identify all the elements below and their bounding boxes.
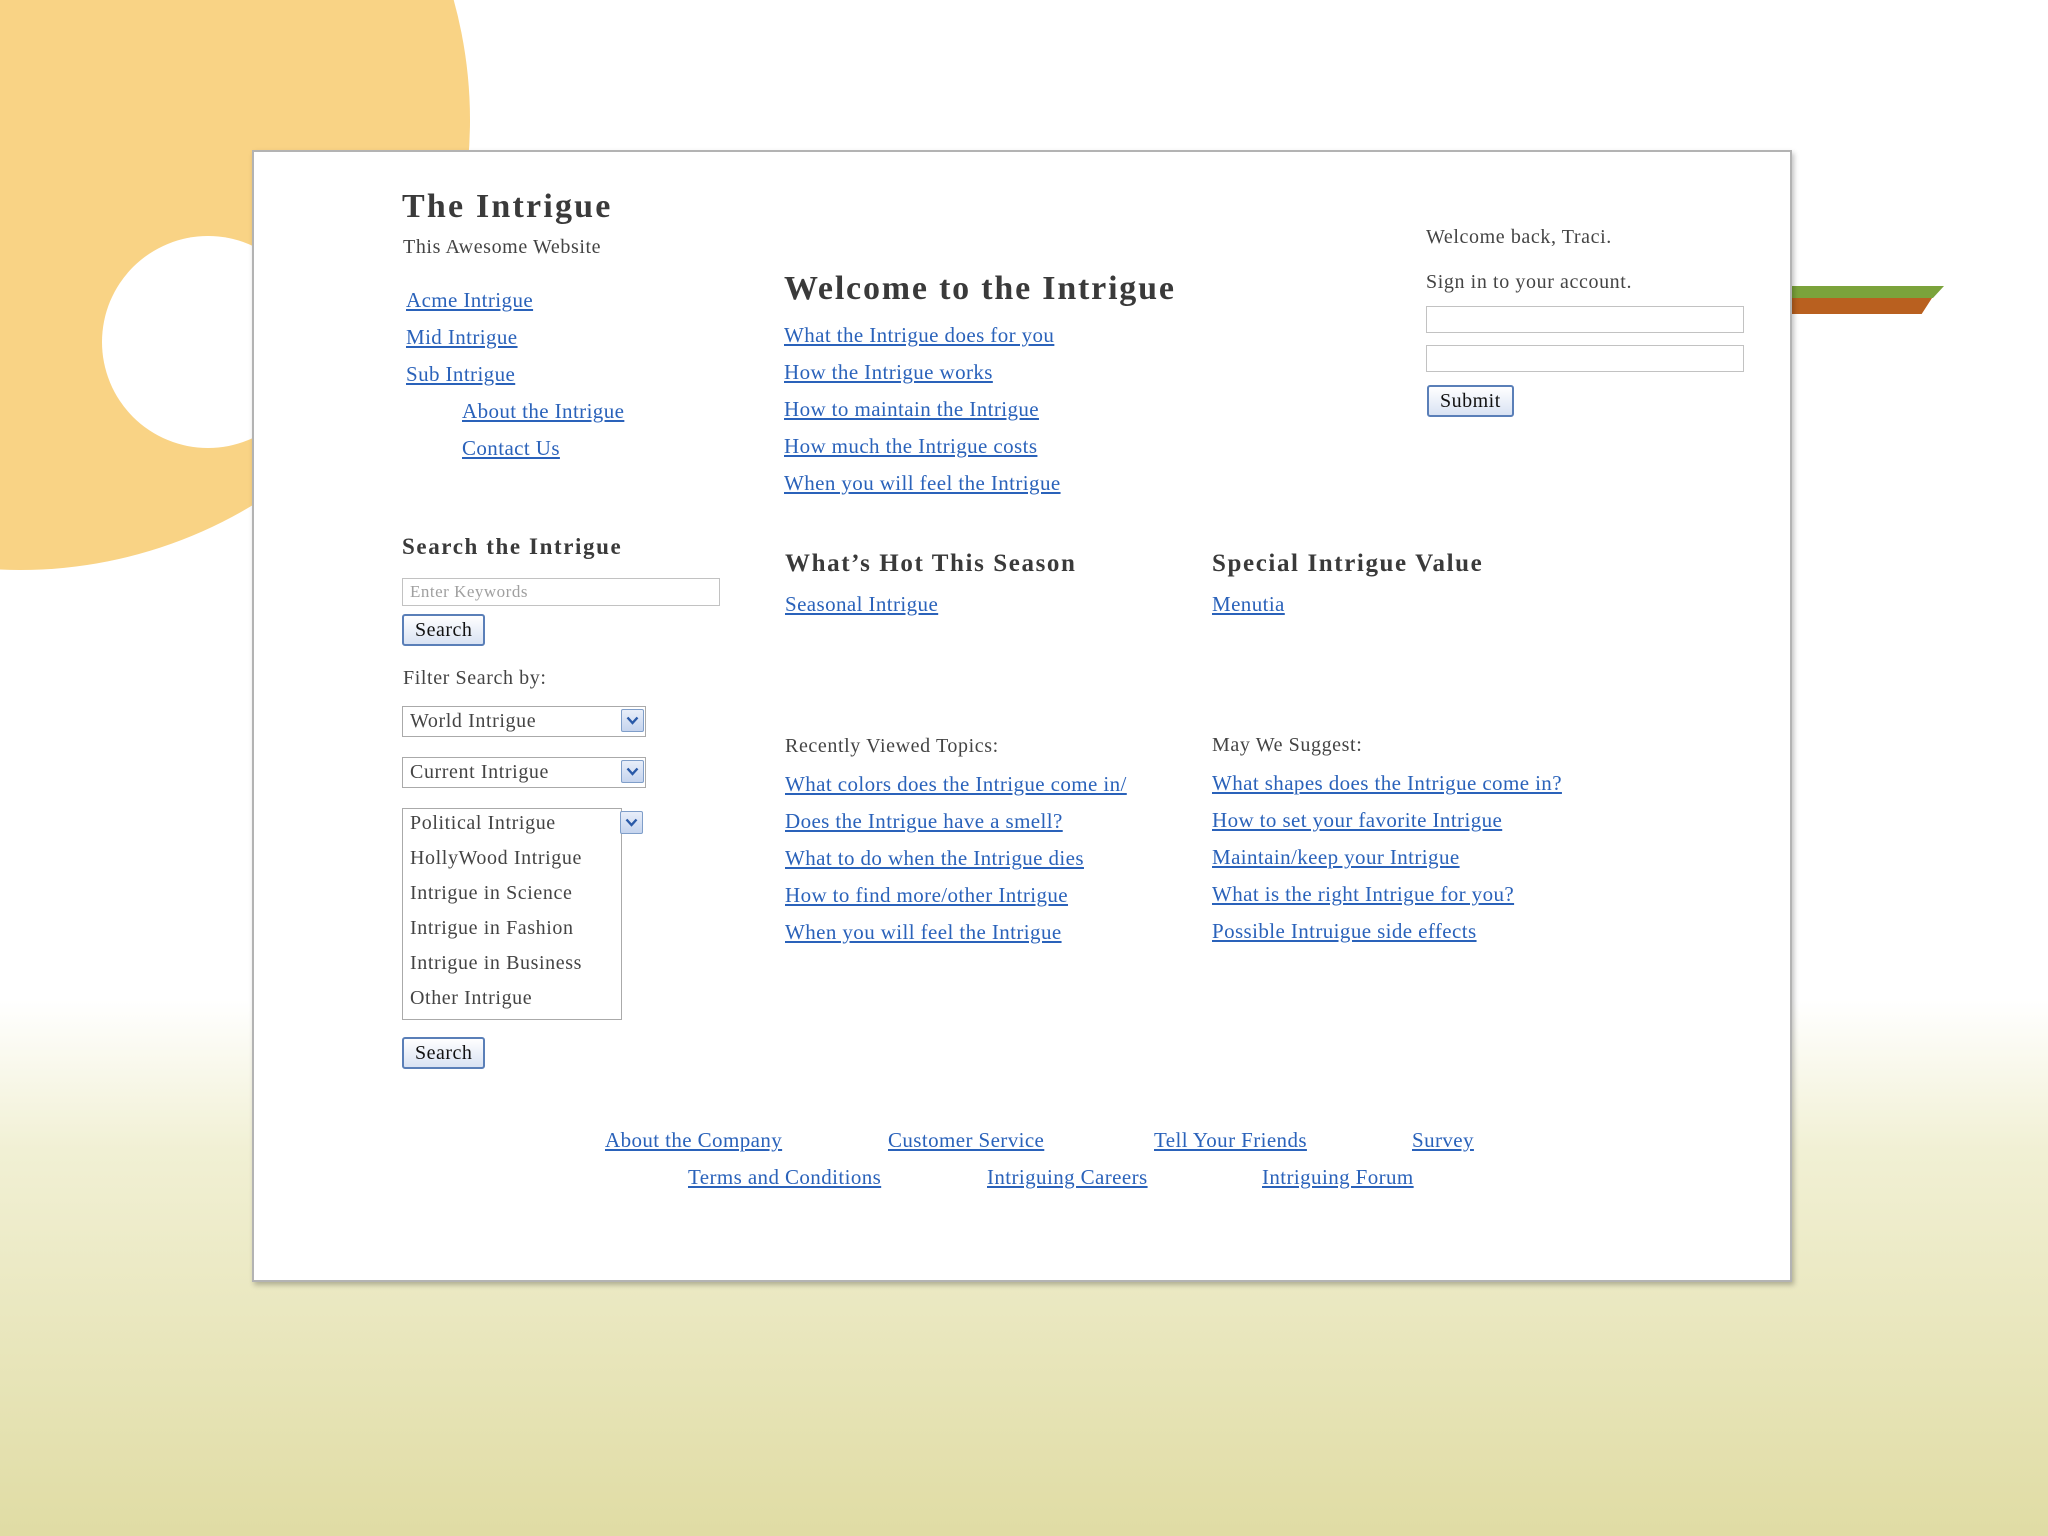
nav-item-mid[interactable]: Mid Intrigue	[406, 325, 518, 349]
recent-topics-label: Recently Viewed Topics:	[785, 735, 999, 757]
site-subtitle: This Awesome Website	[403, 236, 602, 258]
special-value-heading: Special Intrigue Value	[1212, 550, 1484, 577]
list-option[interactable]: Intrigue in Business	[410, 952, 582, 974]
suggest-link[interactable]: How to set your favorite Intrigue	[1212, 808, 1503, 832]
welcome-heading: Welcome to the Intrigue	[784, 270, 1176, 307]
hot-season-heading: What’s Hot This Season	[785, 550, 1077, 577]
list-option[interactable]: Other Intrigue	[410, 987, 533, 1009]
sign-in-prompt: Sign in to your account.	[1426, 271, 1633, 293]
welcome-link[interactable]: How to maintain the Intrigue	[784, 397, 1039, 421]
submit-button[interactable]: Submit	[1427, 385, 1514, 417]
suggest-link[interactable]: Possible Intruigue side effects	[1212, 919, 1477, 943]
footer-link-survey[interactable]: Survey	[1412, 1128, 1474, 1152]
nav-item-acme[interactable]: Acme Intrigue	[406, 288, 534, 312]
username-field[interactable]	[1426, 306, 1744, 333]
footer-link-careers[interactable]: Intriguing Careers	[987, 1165, 1148, 1189]
recent-topic-link[interactable]: How to find more/other Intrigue	[785, 883, 1069, 907]
search-heading: Search the Intrigue	[402, 534, 623, 559]
suggest-link[interactable]: What is the right Intrigue for you?	[1212, 882, 1515, 906]
list-option[interactable]: HollyWood Intrigue	[410, 847, 582, 869]
website-mockup-panel	[252, 150, 1792, 1282]
footer-link-customer-service[interactable]: Customer Service	[888, 1128, 1045, 1152]
search-button[interactable]: Search	[402, 614, 485, 646]
search-input[interactable]	[402, 578, 720, 606]
nav-item-sub[interactable]: Sub Intrigue	[406, 362, 516, 386]
welcome-link[interactable]: What the Intrigue does for you	[784, 323, 1055, 347]
seasonal-intrigue-link[interactable]: Seasonal Intrigue	[785, 592, 939, 616]
recent-topic-link[interactable]: What to do when the Intrigue dies	[785, 846, 1084, 870]
recent-topic-link[interactable]: Does the Intrigue have a smell?	[785, 809, 1063, 833]
list-option[interactable]: Intrigue in Fashion	[410, 917, 574, 939]
menutia-link[interactable]: Menutia	[1212, 592, 1285, 616]
welcome-link[interactable]: When you will feel the Intrigue	[784, 471, 1061, 495]
suggest-link[interactable]: Maintain/keep your Intrigue	[1212, 845, 1460, 869]
list-option[interactable]: Political Intrigue	[410, 812, 556, 834]
suggest-link[interactable]: What shapes does the Intrigue come in?	[1212, 771, 1562, 795]
suggest-label: May We Suggest:	[1212, 734, 1363, 756]
password-field[interactable]	[1426, 345, 1744, 372]
filter-category-list[interactable]	[402, 808, 622, 1020]
filter-search-button[interactable]: Search	[402, 1037, 485, 1069]
filter-label: Filter Search by:	[403, 667, 547, 689]
filter-select-world-value: World Intrigue	[410, 710, 537, 732]
chevron-down-icon[interactable]	[620, 811, 643, 834]
nav-subitem-about[interactable]: About the Intrigue	[462, 399, 625, 423]
filter-select-current-value: Current Intrigue	[410, 761, 550, 783]
footer-link-terms[interactable]: Terms and Conditions	[688, 1165, 882, 1189]
footer-link-forum[interactable]: Intriguing Forum	[1262, 1165, 1414, 1189]
nav-subitem-contact[interactable]: Contact Us	[462, 436, 560, 460]
list-option[interactable]: Intrigue in Science	[410, 882, 573, 904]
chevron-down-icon[interactable]	[621, 709, 644, 732]
filter-select-current[interactable]	[402, 757, 646, 788]
welcome-link[interactable]: How the Intrigue works	[784, 360, 993, 384]
recent-topic-link[interactable]: When you will feel the Intrigue	[785, 920, 1062, 944]
site-title: The Intrigue	[402, 188, 613, 225]
welcome-back-text: Welcome back, Traci.	[1426, 226, 1612, 248]
footer-link-tell-friends[interactable]: Tell Your Friends	[1154, 1128, 1307, 1152]
chevron-down-icon[interactable]	[621, 760, 644, 783]
welcome-link[interactable]: How much the Intrigue costs	[784, 434, 1038, 458]
recent-topic-link[interactable]: What colors does the Intrigue come in/	[785, 772, 1127, 796]
filter-select-world[interactable]	[402, 706, 646, 737]
footer-link-about-company[interactable]: About the Company	[605, 1128, 783, 1152]
